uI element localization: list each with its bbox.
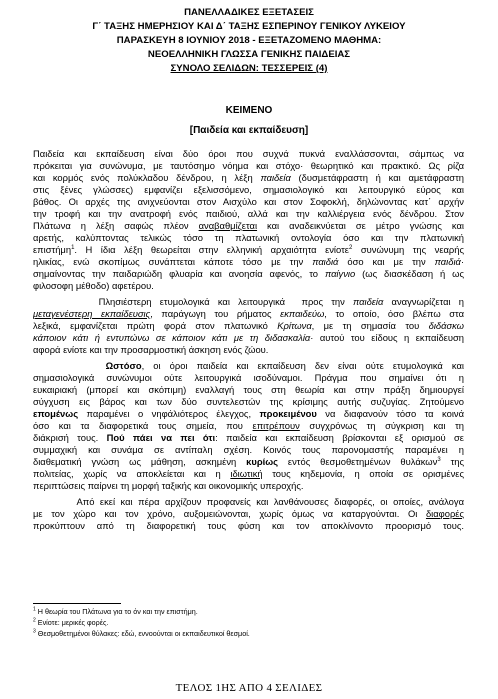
footnote: $^1$ Η θεωρία του Πλάτωνα για το όν και την επιστήμη.	[33, 606, 198, 616]
text-line: σημαίνοντας την παιδαριώδη φλυαρία και ανοησία αφενός, το παίγνιο (ως διασκέδαση ή ως	[33, 268, 464, 279]
footnote: $^2$ Ενίοτε: μερικές φορές.	[33, 617, 109, 627]
text-line: προκύπτουν από τη διαφορετική τους φύση και τον αποκλίνοντο προορισμό τους.	[33, 520, 464, 531]
text-line: όσο και τα διαφορετικά τους σημεία, που επιτρέπουν συγχρόνως τη σύγκριση και τη	[33, 420, 464, 431]
text-line: φιλοσοφη μέθοδο) αφετέρου.	[33, 280, 154, 291]
page-footer: ΤΕΛΟΣ 1ΗΣ ΑΠΟ 4 ΣΕΛΙΔΕΣ	[175, 682, 323, 694]
text-line: την τροφή και την ανατροφή ενός παιδιού, αλλά και την καλλιέργεια ενός δένδρου. Στον	[33, 208, 464, 219]
text-line: διάκρισή τους. Πού πάει να πει ότι: παιδεία και εκπαίδευση βρίσκονται εξ ορισμού σε	[33, 432, 464, 443]
text-line: ηλικίας, ενώ σκοπίμως συνάπτεται κάποτε τόσο με την παιδιά όσο και με την παιδιά·	[33, 256, 464, 267]
exam-header-page-count: ΣΥΝΟΛΟ ΣΕΛΙΔΩΝ: ΤΕΣΣΕΡΕΙΣ (4)	[170, 63, 328, 74]
text-line: Ωστόσο, οι όροι παιδεία και εκπαίδευση δεν είναι ούτε ετυμολογικά και	[105, 360, 464, 371]
text-line: Πλησιέστερη ετυμολογικά και λειτουργικά προς την παιδεία αναγνωρίζεται η	[33, 296, 464, 307]
footnote-divider	[33, 603, 121, 604]
text-line: πολιτείας, χωρίς να αποκλείεται και η ιδιωτική τους κηδεμονία, η οποία σε ορισμένες	[33, 468, 464, 479]
section-title: ΚΕΙΜΕΝΟ	[225, 105, 273, 116]
text-line: Παιδεία και εκπαίδευση είναι δύο όροι που συχνά πυκνά εναλλάσσονται, σάμπως να	[33, 148, 464, 159]
text-line: σύγχυση εις βάρος και των δύο συντελεστών της κρίσιμης αυτής συζυγίας. Ζητούμενο	[33, 396, 464, 407]
text-line: και κορμός ενός πολύκλαδου δένδρου, η λέξη παιδεία (δυσμετάφραστη ή και αμετάφραστη	[33, 172, 464, 183]
text-line: μεταγενέστερη εκπαίδευσις, παράγωγη του ρήματος εκπαιδεύω, το οποίο, όσο βλέπω στα	[33, 308, 464, 319]
footnote-ref: 1	[71, 244, 75, 251]
text-line: με τον χώρο και τον χρόνο, αυξομειώνονται, χωρίς όμως να καταργούνται. Οι διαφορές	[33, 508, 464, 519]
exam-header-title: ΠΑΝΕΛΛΑΔΙΚΕΣ ΕΞΕΤΑΣΕΙΣ	[184, 7, 314, 18]
footnote-ref: 3	[437, 456, 441, 463]
text-line: επιστήμη$^1$. Η ίδια λέξη θεωρείται στην ελληνική αρχαιότητα ενίοτε$^2$ συνώνυμη της νεαρής	[33, 244, 464, 255]
text-line: στις ξένες γλώσσες) εμφανίζει εξελισσόμενο, σημασιολογικό και λειτουργικό εύρος και	[33, 184, 464, 195]
text-line: διαθεματική γνώση ως μάθηση, ασκημένη κυρίως εντός θεσμοθετημένων θυλάκων$^3$ της	[33, 456, 464, 467]
text-line: αφορά ενίοτε και την προσαρμοστική άσκηση ενός ζώου.	[33, 344, 269, 355]
exam-header-course: ΝΕΟΕΛΛΗΝΙΚΗ ΓΛΩΣΣΑ ΓΕΝΙΚΗΣ ΠΑΙΔΕΙΑΣ	[147, 49, 351, 60]
text-line: ευκαιριακή (μπορεί και σκόπιμη) εναλλαγή τους στη θεωρία και στην πράξη δημιουργεί	[33, 384, 464, 395]
text-line: επομένως παραμένει ο νηφάλιότερος έλεγχος, προκειμένου να διαφανούν τόσο τα κοινά	[33, 408, 464, 419]
text-line: συμμαχική και συνάμα σε αντίπαλη σχέση. Κοινός τους παρονομαστής παραμένει η	[33, 444, 464, 455]
text-line: κάποιον κάτι ή εντυπώνω σε κάποιον κάτι με τη διδασκαλία· αυτού του είδους η εκπαίδευση	[33, 332, 464, 343]
section-subtitle: [Παιδεία και εκπαίδευση]	[189, 125, 309, 136]
text-line: Πλάτωνα η λέξη σαφώς πλέον αναβαθμίζεται και αναδεικνύεται σε μέτρο γνώσης και	[33, 220, 464, 231]
text-line: βάθος. Οι αρχές της ανιχνεύονται στον Αισχύλο και στον Σοφοκλή, δηλώνοντας κατ΄ αρχήν	[33, 196, 464, 207]
footnote: $^3$ Θεσμοθετημένοι θύλακες: εδώ, εννοούνται οι εκπαιδευτικοί θεσμοί.	[33, 628, 250, 638]
footnote-ref: 2	[348, 244, 353, 251]
text-line: Από εκεί και πέρα αρχίζουν προφανείς και λανθάνουσες διαφορές, οι οποίες, ανάλογα	[33, 496, 464, 507]
exam-header-classes: Γ΄ ΤΑΞΗΣ ΗΜΕΡΗΣΙΟΥ ΚΑΙ Δ΄ ΤΑΞΗΣ ΕΣΠΕΡΙΝΟΥ ΓΕΝΙΚΟΥ ΛΥΚΕΙΟΥ	[92, 21, 406, 32]
exam-header-date-subject: ΠΑΡΑΣΚΕΥΗ 8 ΙΟΥΝΙΟΥ 2018 - ΕΞΕΤΑΖΟΜΕΝΟ ΜΑΘΗΜΑ:	[116, 35, 382, 46]
text-line: λεξικά, εμφανίζεται πρώτη φορά στον πλατωνικό Κρίτωνα, με τη σημασία του διδάσκω	[33, 320, 464, 331]
text-line: αρετής, καλύπτοντας τελικώς τόσο τη πλατωνική οντολογία όσο και την πλατωνική	[33, 232, 464, 243]
text-line: πρόκειται για συνώνυμα, με ταυτόσημο νόημα και στόχο· θεωρητικό και πρακτικό. Ως ρίζα	[33, 160, 464, 171]
text-line: περιπτώσεις παίρνει τη μορφή ταξικής και οικονομικής υπεροχής.	[33, 480, 304, 491]
text-line: σημασιολογικά συνώνυμοι ούτε λειτουργικά ισοδύναμοι. Πράγμα που σημαίνει ότι η	[33, 372, 464, 383]
